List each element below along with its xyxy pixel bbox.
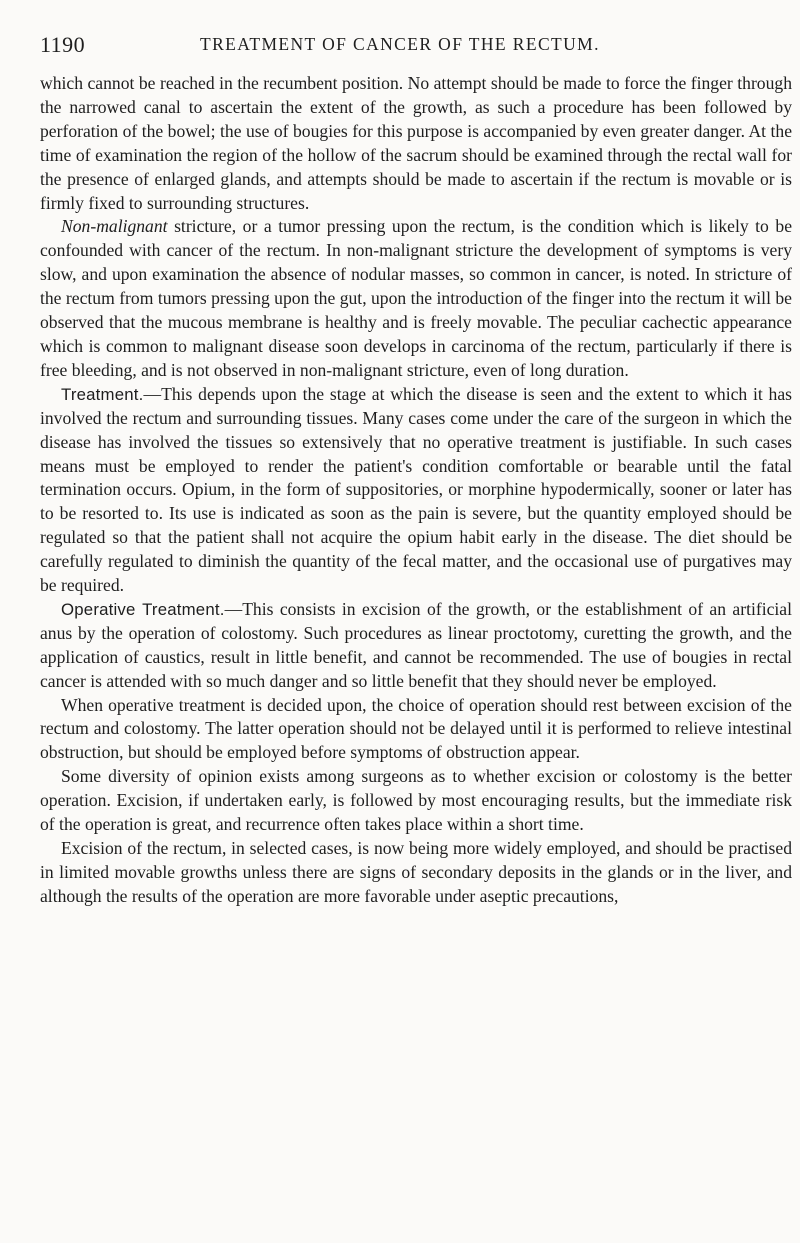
paragraph-operative-treatment bbox=[40, 598, 792, 694]
paragraph-text: stricture, or a tumor pressing upon the rectum, is the condition which is likely to be confounded with cancer of the rectum. In non-malignant stricture the development of symptoms is very slow, and upon examination the absence of nodular masses, so common in cancer, is noted. In stricture of the rectum from tumors pressing upon the gut, upon the introduction of the finger into the rectum it will be observed that the mucous membrane is healthy and is freely movable. The peculiar cachectic appearance which is common to malignant disease soon develops in carcinoma of the rectum, particularly if there is free bleeding, and is not observed in non-malignant stricture, even of long duration. bbox=[40, 216, 792, 380]
paragraph-continuation bbox=[40, 72, 792, 215]
paragraph-non-malignant bbox=[40, 215, 792, 382]
paragraph-text: When operative treatment is decided upon, the choice of operation should rest between excision of the rectum and colostomy. The latter operation should not be delayed until it is performed to relieve intestinal obstruction, but should be employed before symptoms of obstruction appear. bbox=[40, 694, 792, 763]
paragraph-text: which cannot be reached in the recumbent position. No attempt should be made to force the finger through the narrowed canal to ascertain the extent of the growth, as such a procedure has been followed by perforation of the bowel; the use of bougies for this purpose is accompanied by even greater danger. At the time of examination the region of the hollow of the sacrum should be examined through the rectal wall for the presence of enlarged glands, and attempts should be made to ascertain if the rectum is movable or is firmly fixed to surrounding structures. bbox=[40, 73, 792, 213]
paragraph-text: Excision of the rectum, in selected cases, is now being more widely employed, and should be practised in limited movable growths unless there are signs of secondary deposits in the glands or in the liver, and although the results of the operation are more favorable under aseptic precautions, bbox=[40, 838, 792, 906]
paragraph-treatment bbox=[40, 383, 792, 598]
paragraph-text: —This consists in excision of the growth, or the establishment of an artificial anus by the operation of colostomy. Such procedures as linear proctotomy, curetting the growth, and the application of caustics, result in little benefit, and cannot be recommended. The use of bougies in rectal cancer is attended with so much danger and so little benefit that they should never be employed. bbox=[40, 598, 792, 691]
paragraph-text: Some diversity of opinion exists among surgeons as to whether excision or colostomy is the better operation. Excision, if undertaken early, is followed by most encouraging results, but the immediate risk of the operation is great, and recurrence often takes place within a short time. bbox=[40, 766, 792, 835]
running-title: TREATMENT OF CANCER OF THE RECTUM. bbox=[200, 34, 600, 54]
body-text bbox=[40, 72, 792, 909]
page-number: 1190 bbox=[40, 32, 86, 57]
paragraph-diversity-of-opinion bbox=[40, 765, 792, 837]
paragraph-lead-italic: Non-malignant bbox=[61, 216, 168, 237]
paragraph-excision bbox=[40, 837, 792, 909]
running-head bbox=[40, 30, 792, 64]
section-heading-treatment: Treatment. bbox=[61, 384, 144, 404]
paragraph-text: —This depends upon the stage at which the disease is seen and the extent to which it has involved the rectum and surrounding tissues. Many cases come under the care of the surgeon in which the disease has involved the tissues so extensively that no operative treatment is justifiable. In such cases means must be employed to render the patient's condition comfortable or bearable until the fatal termination occurs. Opium, in the form of suppositories, or morphine hypodermically, sooner or later has to be resorted to. Its use is indicated as soon as the pain is severe, but the quantity employed should be regulated so that the patient shall not acquire the opium habit early in the disease. The diet should be carefully regulated to diminish the quantity of the fecal matter, and the occasional use of purgatives may be required. bbox=[40, 383, 792, 596]
section-heading-operative-treatment: Operative Treatment. bbox=[61, 599, 225, 619]
paragraph-choice-of-operation bbox=[40, 694, 792, 766]
